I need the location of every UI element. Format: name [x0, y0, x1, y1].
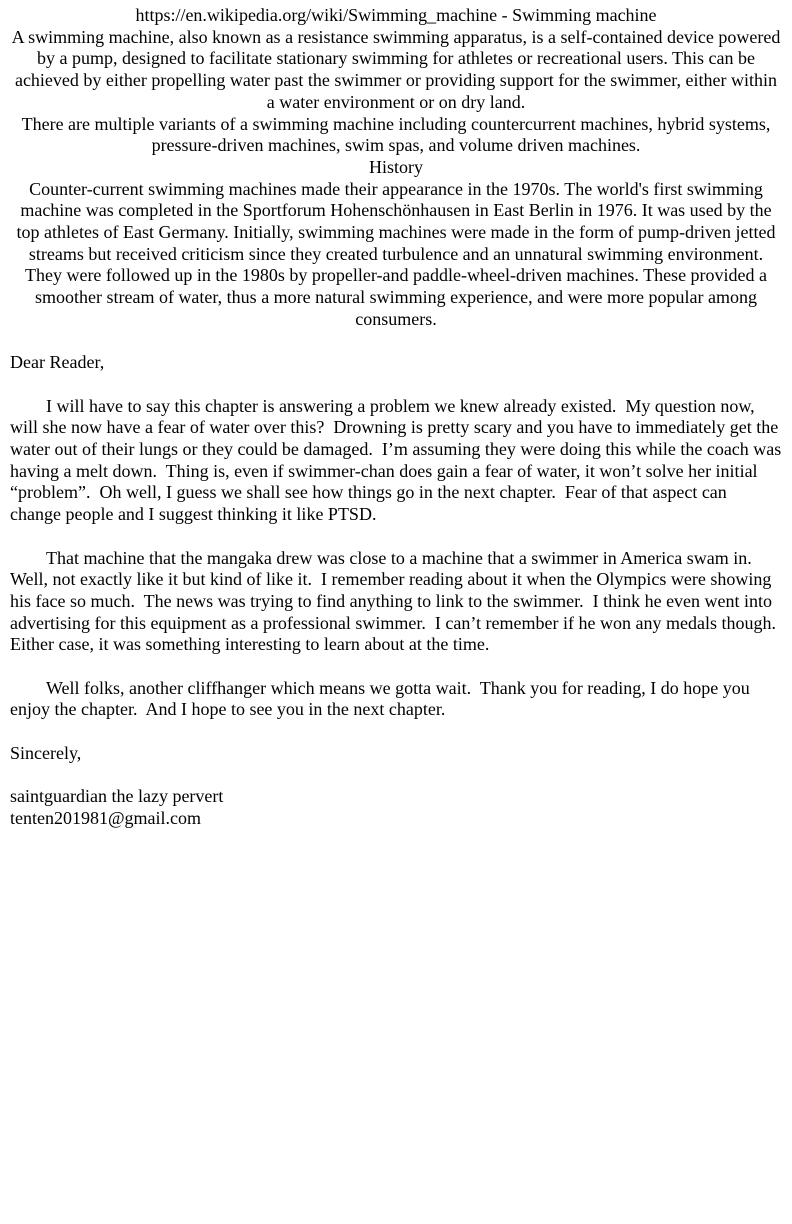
- letter-closing: Sincerely,: [10, 742, 82, 763]
- translator-letter-section: [10, 352, 786, 829]
- wiki-excerpt-section: [10, 5, 785, 331]
- wiki-variants-paragraph: There are multiple variants of a swimming machine including countercurrent machines, hybrid systems, pressure-driven machines, swim spas, and volume driven machines.: [21, 113, 775, 156]
- letter-paragraph-3: Well folks, another cliffhanger which means we gotta wait. Thank you for reading, I do hope you enjoy the chapter. And I hope to see you in the next chapter.: [10, 677, 755, 720]
- history-heading: History: [369, 156, 423, 177]
- signature-name: saintguardian the lazy pervert: [10, 786, 224, 807]
- wiki-intro-paragraph: A swimming machine, also known as a resistance swimming apparatus, is a self-contained device powered by a pump, designed to facilitate stationary swimming for athletes or recreational users. This can be achieved by either propelling water past the swimmer or providing support for the swimmer, either within a water environment or on dry land.: [11, 26, 785, 112]
- letter-paragraph-2: That machine that the mangaka drew was close to a machine that a swimmer in America swam in. Well, not exactly like it but kind of like it. I remember reading about it when the Olympics were showing his face so much. The news was trying to find anything to link to the swimmer. I think he even went into advertising for this equipment as a professional swimmer. I can’t remember if he won any medals though. Either case, it was something interesting to learn about at the time.: [10, 547, 785, 655]
- letter-paragraph-1: I will have to say this chapter is answering a problem we knew already existed. My question now, will she now have a fear of water over this? Drowning is pretty scary and you have to immediately get the water out of their lungs or they could be damaged. I’m assuming they were doing this while the coach was having a melt down. Thing is, even if swimmer-chan does gain a fear of water, it won’t solve her initial “problem”. Oh well, I guess we shall see how things go in the next chapter. Fear of that aspect can change people and I suggest thinking it like PTSD.: [10, 395, 786, 525]
- wiki-source-line: https://en.wikipedia.org/wiki/Swimming_machine - Swimming machine: [135, 5, 657, 25]
- history-paragraph: Counter-current swimming machines made their appearance in the 1970s. The world's first swimming machine was completed in the Sportforum Hohenschönhausen in East Berlin in 1976. It was used by the top athletes of East Germany. Initially, swimming machines were made in the form of pump-driven jetted streams but received criticism since they created turbulence and an unnatural swimming environment. They were followed up in the 1980s by propeller-and paddle-wheel-driven machines. These provided a smoother stream of water, thus a more natural swimming experience, and were more popular among consumers.: [16, 178, 780, 329]
- signature-email: tenten201981@gmail.com: [10, 807, 202, 828]
- letter-salutation: Dear Reader,: [10, 352, 105, 373]
